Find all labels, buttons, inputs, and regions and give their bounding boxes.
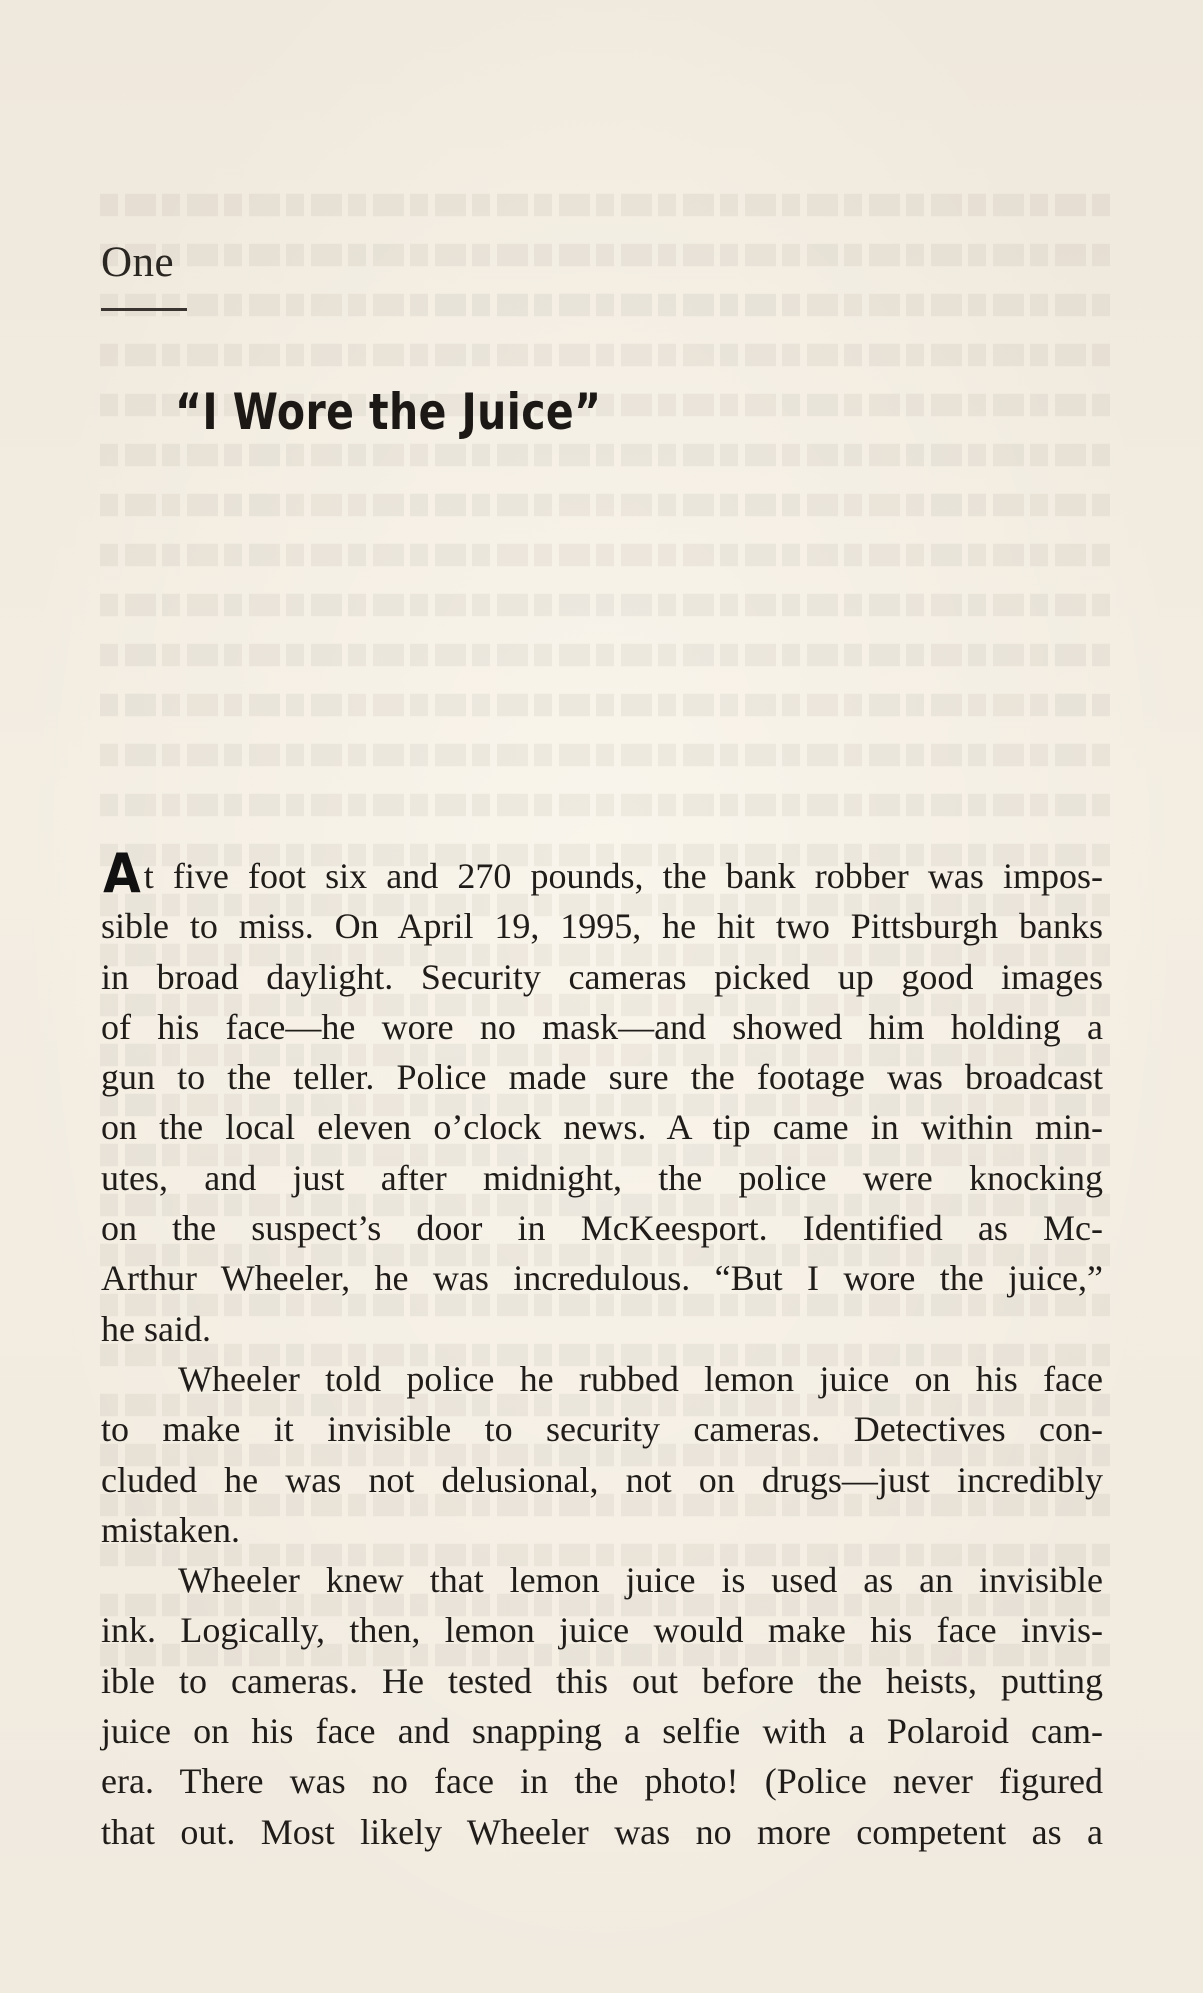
text-line xyxy=(101,842,1103,905)
text-line: juice on his face and snapping a selfie with a Polaroid cam- xyxy=(101,1711,1103,1752)
chapter-rule xyxy=(101,308,187,311)
chapter-title: “I Wore the Juice” xyxy=(175,383,602,441)
text-line: that out. Most likely Wheeler was no more competent as a xyxy=(101,1811,1103,1852)
paragraph-1 xyxy=(101,842,1103,1354)
text-line: to make it invisible to security cameras. Detectives con- xyxy=(101,1409,1103,1450)
text-line: Arthur Wheeler, he was incredulous. “But I wore the juice,” xyxy=(101,1258,1103,1299)
text-line: t five foot six and 270 pounds, the bank robber was impos- xyxy=(143,856,1103,896)
drop-cap: A xyxy=(103,842,141,905)
text-line: gun to the teller. Police made sure the footage was broadcast xyxy=(101,1057,1103,1098)
text-line: sible to miss. On April 19, 1995, he hit two Pittsburgh banks xyxy=(101,906,1103,947)
text-line: ible to cameras. He tested this out before the heists, putting xyxy=(101,1660,1103,1701)
paragraph-3 xyxy=(101,1555,1103,1857)
paragraph-2 xyxy=(101,1354,1103,1555)
body-text xyxy=(101,842,1103,1857)
text-line: he said. xyxy=(101,1308,211,1349)
text-line: in broad daylight. Security cameras picked up good images xyxy=(101,956,1103,997)
text-line: era. There was no face in the photo! (Police never figured xyxy=(101,1761,1103,1802)
text-line: utes, and just after midnight, the police were knocking xyxy=(101,1157,1103,1198)
text-line: mistaken. xyxy=(101,1509,240,1550)
text-line: Wheeler knew that lemon juice is used as an invisible xyxy=(178,1560,1103,1601)
text-line: of his face—he wore no mask—and showed him holding a xyxy=(101,1006,1103,1047)
text-line: cluded he was not delusional, not on drugs—just incredibly xyxy=(101,1459,1103,1500)
text-line: ink. Logically, then, lemon juice would make his face invis- xyxy=(101,1610,1103,1651)
text-line: Wheeler told police he rubbed lemon juice on his face xyxy=(178,1358,1103,1399)
text-line: on the local eleven o’clock news. A tip came in within min- xyxy=(101,1107,1103,1148)
text-line: on the suspect’s door in McKeesport. Identified as Mc- xyxy=(101,1208,1103,1249)
chapter-number: One xyxy=(101,239,175,286)
